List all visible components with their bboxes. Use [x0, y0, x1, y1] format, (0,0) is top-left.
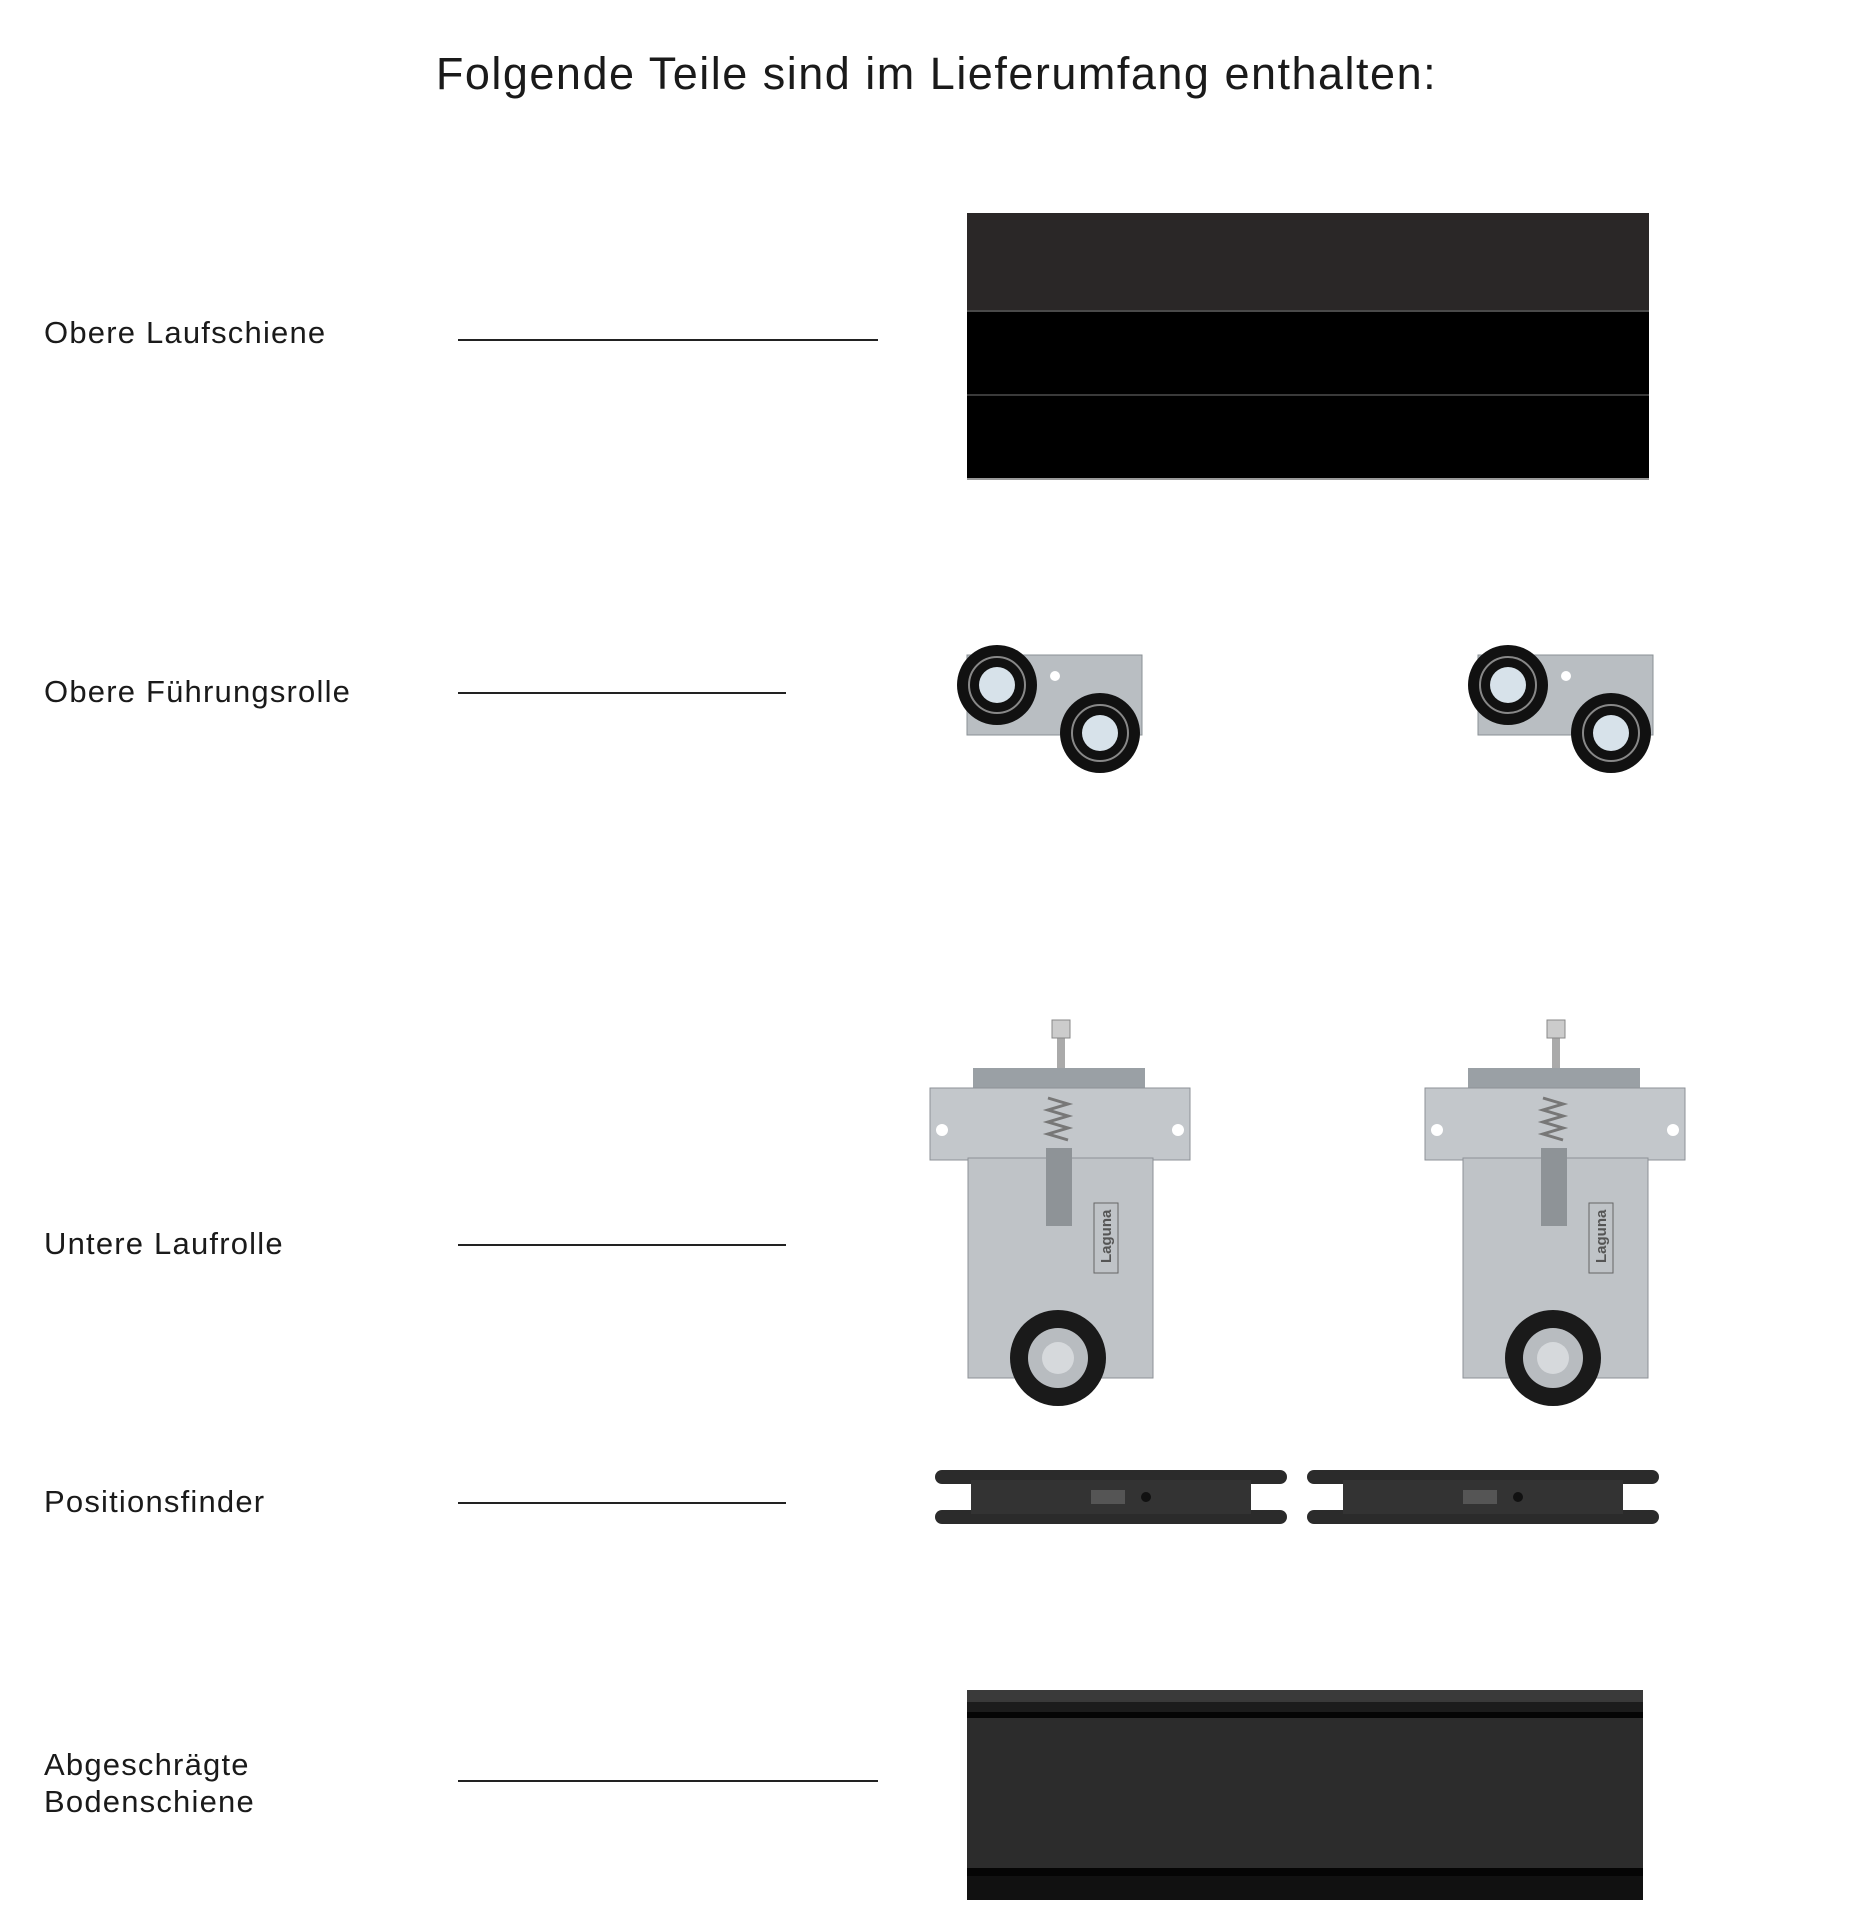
- leader-line: [458, 1502, 786, 1504]
- guide-roller-image: [1466, 643, 1661, 778]
- position-finder-image: [931, 1466, 1291, 1528]
- position-finder-image: [1303, 1466, 1663, 1528]
- leader-line: [458, 692, 786, 694]
- bottom-roller-image: [928, 1018, 1193, 1408]
- leader-line: [458, 339, 878, 341]
- label-line-1: Abgeschrägte: [44, 1747, 250, 1782]
- label-obere-laufschiene: Obere Laufschiene: [44, 315, 327, 350]
- page-title: Folgende Teile sind im Lieferumfang enthalten:: [435, 48, 1438, 99]
- brand-mark: Laguna: [1593, 1209, 1610, 1263]
- top-rail-image: [965, 211, 1655, 483]
- bottom-rail-image: [965, 1688, 1645, 1904]
- brand-mark: Laguna: [1098, 1209, 1115, 1263]
- label-line-2: Bodenschiene: [44, 1784, 255, 1819]
- leader-line: [458, 1780, 878, 1782]
- bottom-roller-image: [1423, 1018, 1688, 1408]
- leader-line: [458, 1244, 786, 1246]
- label-positionsfinder: Positionsfinder: [44, 1484, 266, 1519]
- label-untere-laufrolle: Untere Laufrolle: [44, 1226, 284, 1261]
- guide-roller-image: [955, 643, 1150, 778]
- label-abgeschraegte-bodenschiene: [44, 1746, 255, 1820]
- label-obere-fuehrungsrolle: Obere Führungsrolle: [44, 674, 352, 709]
